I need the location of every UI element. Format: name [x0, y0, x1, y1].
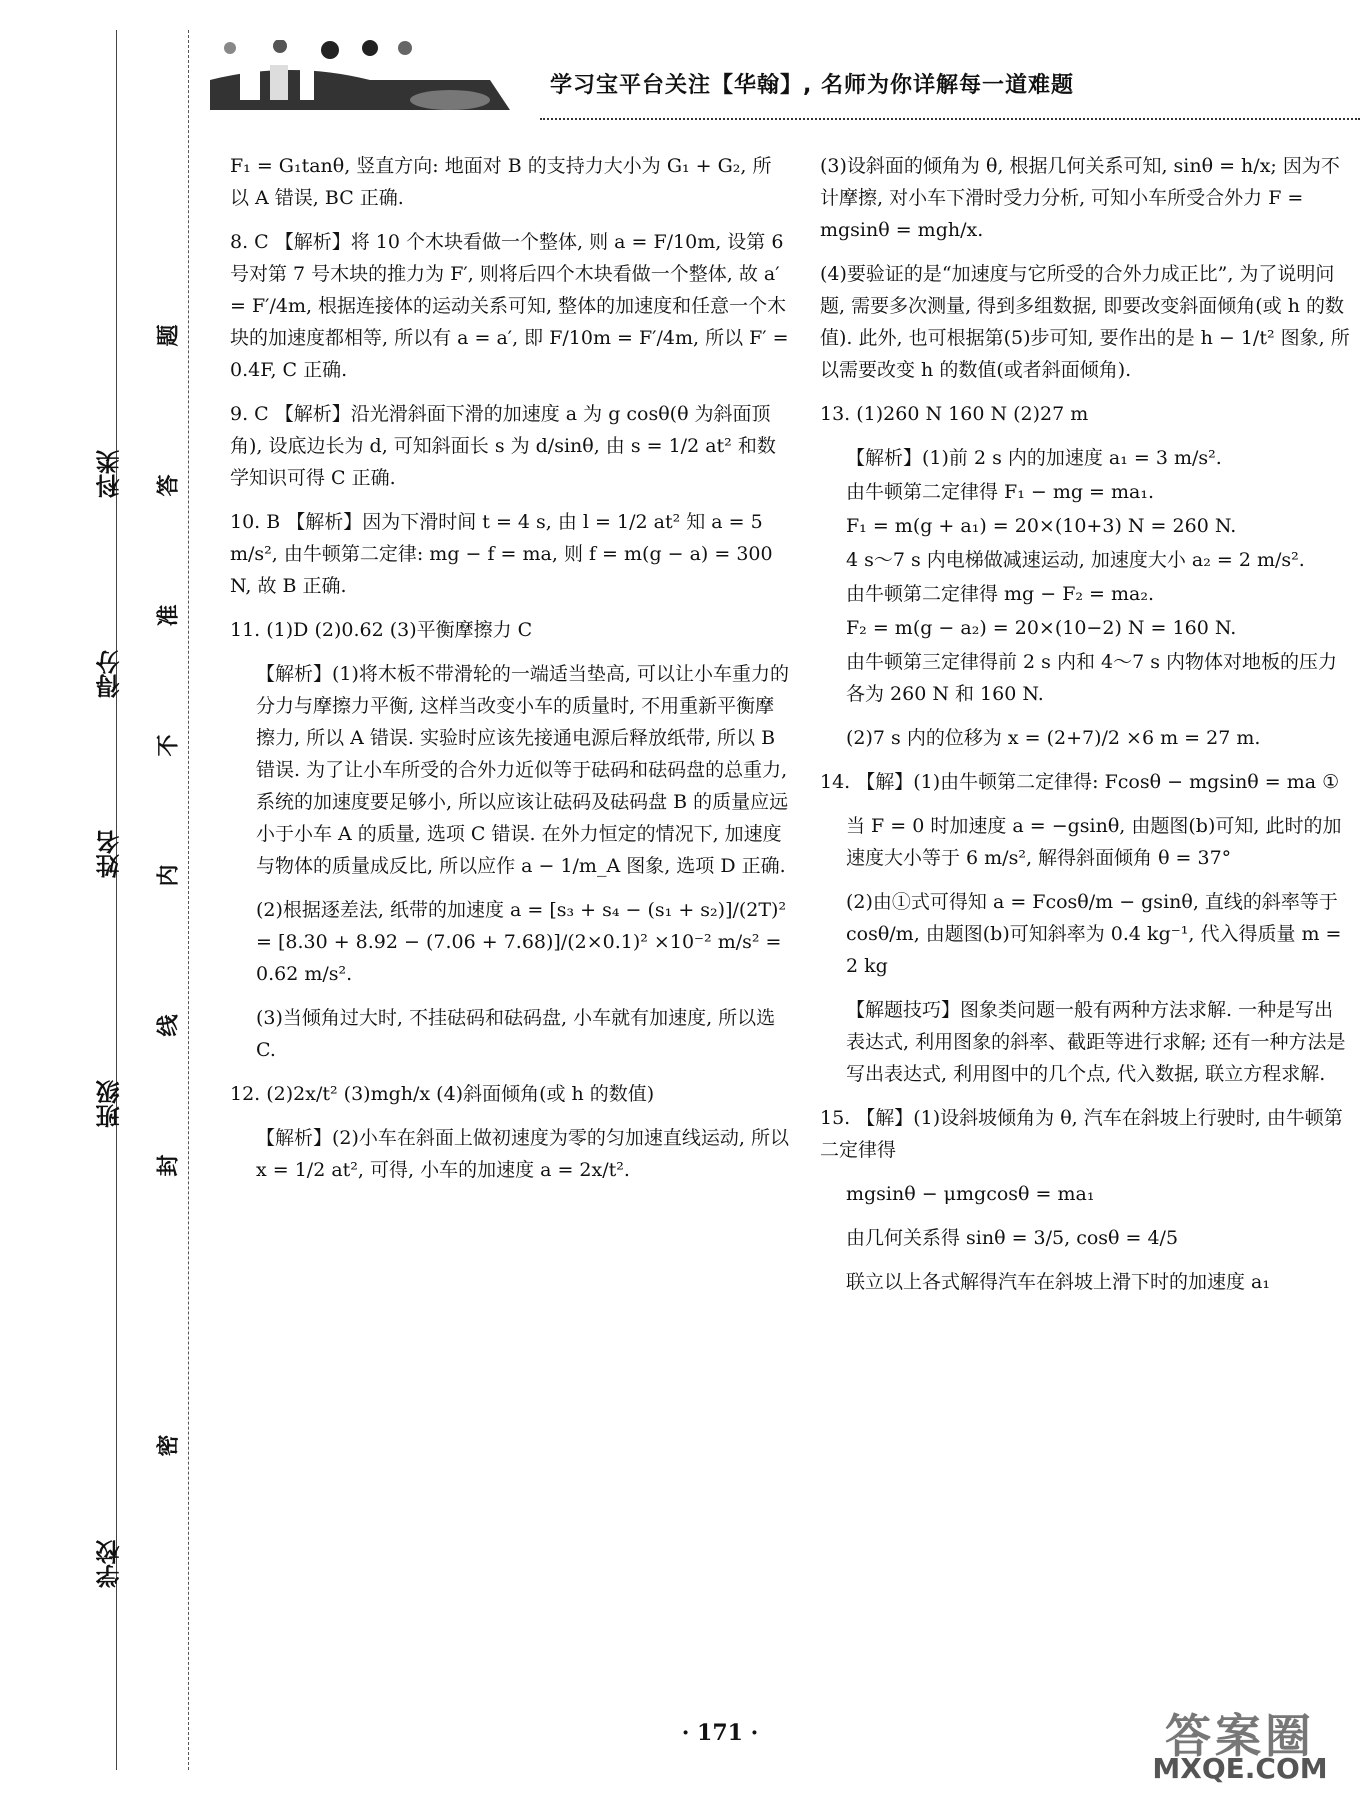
seal-char: 不 [156, 734, 182, 757]
paragraph: 【解析】(2)小车在斜面上做初速度为零的匀加速直线运动, 所以 x = 1/2 at², 可得, 小车的加速度 a = 2x/t². [256, 1127, 789, 1181]
field-score-label: 得分 [96, 650, 124, 698]
answer-14: 14. 【解】(1)由牛顿第二定律得: Fcosθ − mgsinθ = ma ① [820, 771, 1340, 793]
answer-13: 13. (1)260 N 160 N (2)27 m [820, 403, 1089, 425]
paragraph: mgsinθ − μmgcosθ = ma₁ [846, 1183, 1095, 1205]
watermark-url: MXQE.COM [1152, 1752, 1328, 1785]
paragraph: 当 F = 0 时加速度 a = −gsinθ, 由题图(b)可知, 此时的加速度大小等于 6 m/s², 解得斜面倾角 θ = 37° [846, 815, 1342, 869]
answer-9: 9. C 【解析】沿光滑斜面下滑的加速度 a 为 g cosθ(θ 为斜面顶角), 设底边长为 d, 可知斜面长 s 为 d/sinθ, 由 s = 1/2 at² 和数学知识可得 C 正确. [230, 403, 776, 489]
seal-char: 密 [156, 1434, 182, 1457]
paragraph: (3)设斜面的倾角为 θ, 根据几何关系可知, sinθ = h/x; 因为不计摩擦, 对小车下滑时受力分析, 可知小车所受合外力 F = mgsinθ = mgh/x. [820, 155, 1340, 241]
paragraph: (4)要验证的是“加速度与它所受的合外力成正比”, 为了说明问题, 需要多次测量, 得到多组数据, 即要改变斜面倾角(或 h 的数值). 此外, 也可根据第(5)步可知, 要作出的是 h − 1/t² 图象, 所以需要改变 h 的数值(或者斜面倾角). [820, 263, 1350, 381]
answer-10: 10. B 【解析】因为下滑时间 t = 4 s, 由 l = 1/2 at² 知 a = 5 m/s², 由牛顿第二定律: mg − f = ma, 则 f = m(g − a) = 300 N, 故 B 正确. [230, 511, 773, 597]
paragraph: 【解题技巧】图象类问题一般有两种方法求解. 一种是写出表达式, 利用图象的斜率、截距等进行求解; 还有一种方法是写出表达式, 利用图中的几个点, 代入数据, 联立方程求解. [846, 999, 1346, 1085]
field-school-label: 学校 [96, 1540, 124, 1588]
answer-15: 15. 【解】(1)设斜坡倾角为 θ, 汽车在斜坡上行驶时, 由牛顿第二定律得 [820, 1107, 1343, 1161]
paragraph: 由牛顿第二定律得 mg − F₂ = ma₂. [846, 583, 1155, 605]
paragraph: 【解析】(1)前 2 s 内的加速度 a₁ = 3 m/s². [846, 447, 1222, 469]
answer-12: 12. (2)2x/t² (3)mgh/x (4)斜面倾角(或 h 的数值) [230, 1083, 655, 1105]
answer-11: 11. (1)D (2)0.62 (3)平衡摩擦力 C [230, 619, 533, 641]
seal-char: 线 [156, 1014, 182, 1037]
watermark-logo [1130, 1700, 1350, 1790]
paragraph: 4 s～7 s 内电梯做减速运动, 加速度大小 a₂ = 2 m/s². [846, 549, 1305, 571]
left-column [230, 150, 790, 1198]
paragraph: (2)根据逐差法, 纸带的加速度 a = [s₃ + s₄ − (s₁ + s₂)]/(2T)² = [8.30 + 8.92 − (7.06 + 7.68)]/(2×0.1)² ×10⁻² m/s² = 0.62 m/s². [256, 899, 787, 985]
answer-8: 8. C 【解析】将 10 个木块看做一个整体, 则 a = F/10m, 设第 6 号对第 7 号木块的推力为 F′, 则将后四个木块看做一个整体, 故 a′ = F′/4m, 根据连接体的运动关系可知, 整体的加速度和任意一个木块的加速度都相等, 所以有 a = a′, 即 F/10m = F′/4m, 所以 F′ = 0.4F, C 正确. [230, 231, 789, 381]
binding-margin [70, 30, 190, 1770]
paragraph: (2)7 s 内的位移为 x = (2+7)/2 ×6 m = 27 m. [846, 727, 1261, 749]
paragraph: 由牛顿第三定律得前 2 s 内和 4～7 s 内物体对地板的压力各为 260 N 和 160 N. [846, 651, 1338, 705]
paragraph: F₁ = m(g + a₁) = 20×(10+3) N = 260 N. [846, 515, 1237, 537]
page-number: · 171 · [681, 1720, 759, 1746]
seal-char: 答 [156, 474, 182, 497]
paragraph: (2)由①式可得知 a = Fcosθ/m − gsinθ, 直线的斜率等于 cosθ/m, 由题图(b)可知斜率为 0.4 kg⁻¹, 代入得质量 m = 2 kg [846, 891, 1342, 977]
seal-char: 准 [156, 604, 182, 627]
header-slogan: 学习宝平台关注【华翰】, 名师为你详解每一道难题 [550, 73, 1075, 98]
right-column [820, 150, 1350, 1310]
header-rule [540, 118, 1360, 120]
seal-char: 题 [156, 324, 182, 347]
paragraph: F₁ = G₁tanθ, 竖直方向: 地面对 B 的支持力大小为 G₁ + G₂, 所以 A 错误, BC 正确. [230, 155, 772, 209]
seal-char: 封 [156, 1154, 182, 1177]
paragraph: 联立以上各式解得汽车在斜坡上滑下时的加速度 a₁ [846, 1271, 1270, 1293]
page-header [200, 40, 1360, 120]
paragraph: 由几何关系得 sinθ = 3/5, cosθ = 4/5 [846, 1227, 1179, 1249]
margin-cut-line [188, 30, 189, 1770]
header-decoration-icon [210, 40, 530, 120]
margin-divider [116, 30, 117, 1770]
seal-char: 内 [156, 864, 182, 887]
field-name-label: 姓名 [96, 830, 124, 878]
paragraph: 由牛顿第二定律得 F₁ − mg = ma₁. [846, 481, 1155, 503]
paragraph: F₂ = m(g − a₂) = 20×(10−2) N = 160 N. [846, 617, 1237, 639]
field-class-label: 班级 [96, 1080, 124, 1128]
watermark-title: 答案圈 [1165, 1709, 1315, 1763]
paragraph: 【解析】(1)将木板不带滑轮的一端适当垫高, 可以让小车重力的分力与摩擦力平衡, 这样当改变小车的质量时, 不用重新平衡摩擦力, 所以 A 错误. 实验时应该先接通电源后释放纸带, 所以 B 错误. 为了让小车所受的合外力近似等于砝码和砝码盘的总重力, 系统的加速度要足够小, 所以应该让砝码及砝码盘 B 的质量应远小于小车 A 的质量, 选项 C 错误. 在外力恒定的情况下, 加速度与物体的质量成反比, 所以应作 a − 1/m_A 图象, 选项 D 正确. [256, 663, 789, 877]
field-subject-label: 科类 [96, 450, 124, 498]
paragraph: (3)当倾角过大时, 不挂砝码和砝码盘, 小车就有加速度, 所以选 C. [256, 1007, 776, 1061]
